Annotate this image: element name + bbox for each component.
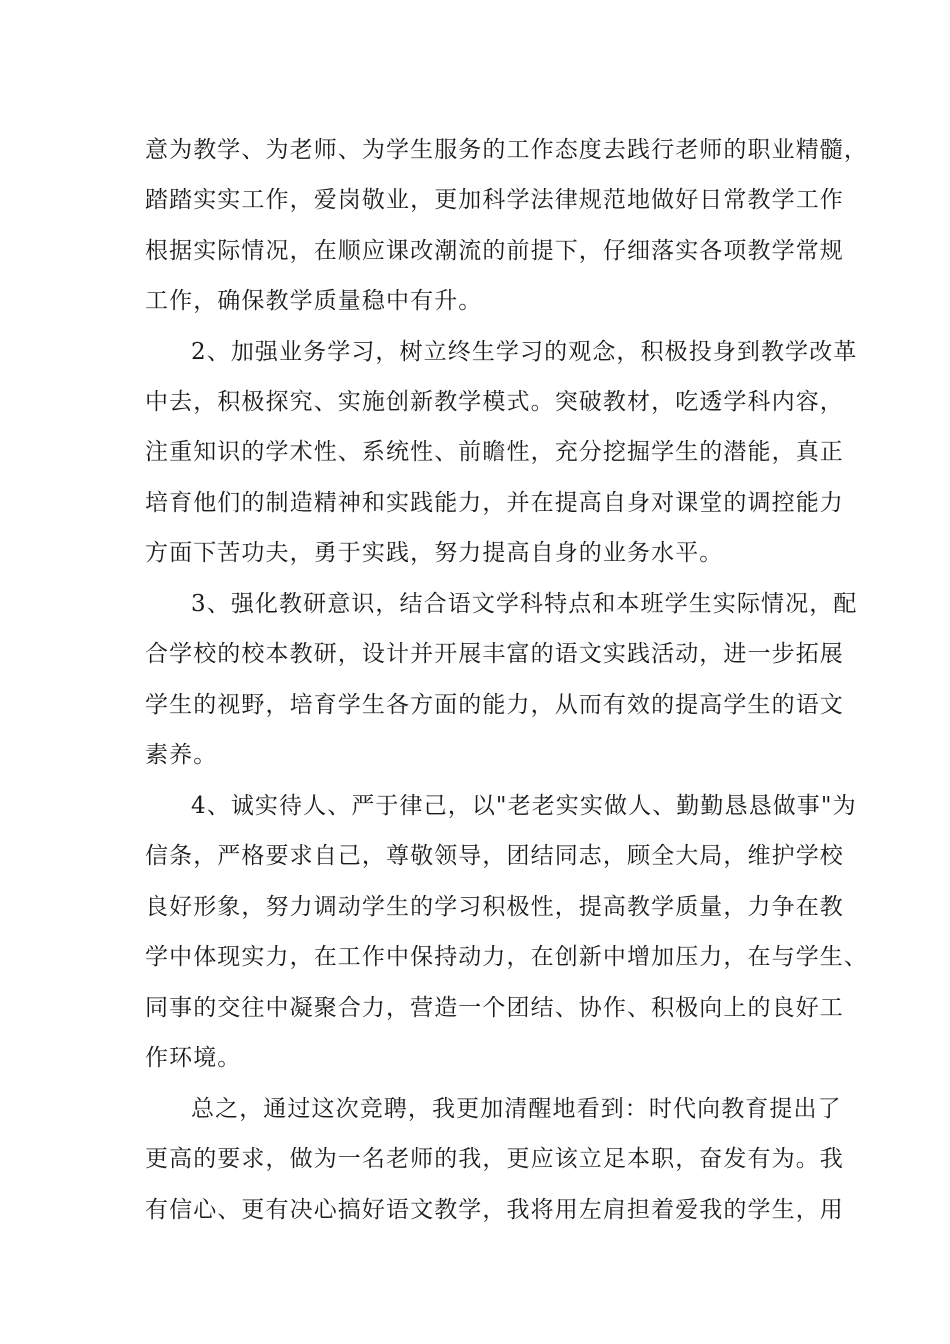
text-line: 根据实际情况，在顺应课改潮流的前提下，仔细落实各项教学常规 — [145, 238, 844, 264]
text-line: 信条，严格要求自己，尊敬领导，团结同志，顾全大局，维护学校 — [145, 843, 844, 869]
paragraph-first-line: 4、诚实待人、严于律己，以"老老实实做人、勤勤恳恳做事"为 — [191, 793, 857, 819]
text-line: 注重知识的学术性、系统性、前瞻性，充分挖掘学生的潜能，真正 — [145, 439, 844, 465]
paragraph-first-line: 2、加强业务学习，树立终生学习的观念，积极投身到教学改革 — [191, 339, 858, 365]
text-line: 方面下苦功夫，勇于实践，努力提高自身的业务水平。 — [145, 540, 724, 566]
text-line: 意为教学、为老师、为学生服务的工作态度去践行老师的职业精髓， — [145, 137, 868, 163]
text-line: 作环境。 — [145, 1045, 242, 1071]
text-line: 更高的要求，做为一名老师的我，更应该立足本职，奋发有为。我 — [145, 1146, 844, 1172]
text-line: 踏踏实实工作，爱岗敬业，更加科学法律规范地做好日常教学工作 — [145, 187, 844, 213]
text-line: 中去，积极探究、实施创新教学模式。突破教材，吃透学科内容， — [145, 389, 844, 415]
text-line: 工作，确保教学质量稳中有升。 — [145, 288, 483, 314]
text-line: 素养。 — [145, 742, 218, 768]
text-line: 培育他们的制造精神和实践能力，并在提高自身对课堂的调控能力 — [145, 490, 844, 516]
text-line: 同事的交往中凝聚合力，营造一个团结、协作、积极向上的良好工 — [145, 995, 844, 1021]
text-line: 合学校的校本教研，设计并开展丰富的语文实践活动，进一步拓展 — [145, 641, 844, 667]
text-line: 良好形象，努力调动学生的学习积极性，提高教学质量，力争在教 — [145, 894, 844, 920]
paragraph-first-line: 3、强化教研意识，结合语文学科特点和本班学生实际情况，配 — [191, 591, 858, 617]
paragraph-first-line: 总之，通过这次竞聘，我更加清醒地看到：时代向教育提出了 — [191, 1096, 842, 1122]
text-line: 学中体现实力，在工作中保持动力，在创新中增加压力，在与学生、 — [145, 944, 868, 970]
text-line: 有信心、更有决心搞好语文教学，我将用左肩担着爱我的学生，用 — [145, 1197, 844, 1223]
text-line: 学生的视野，培育学生各方面的能力，从而有效的提高学生的语文 — [145, 692, 844, 718]
